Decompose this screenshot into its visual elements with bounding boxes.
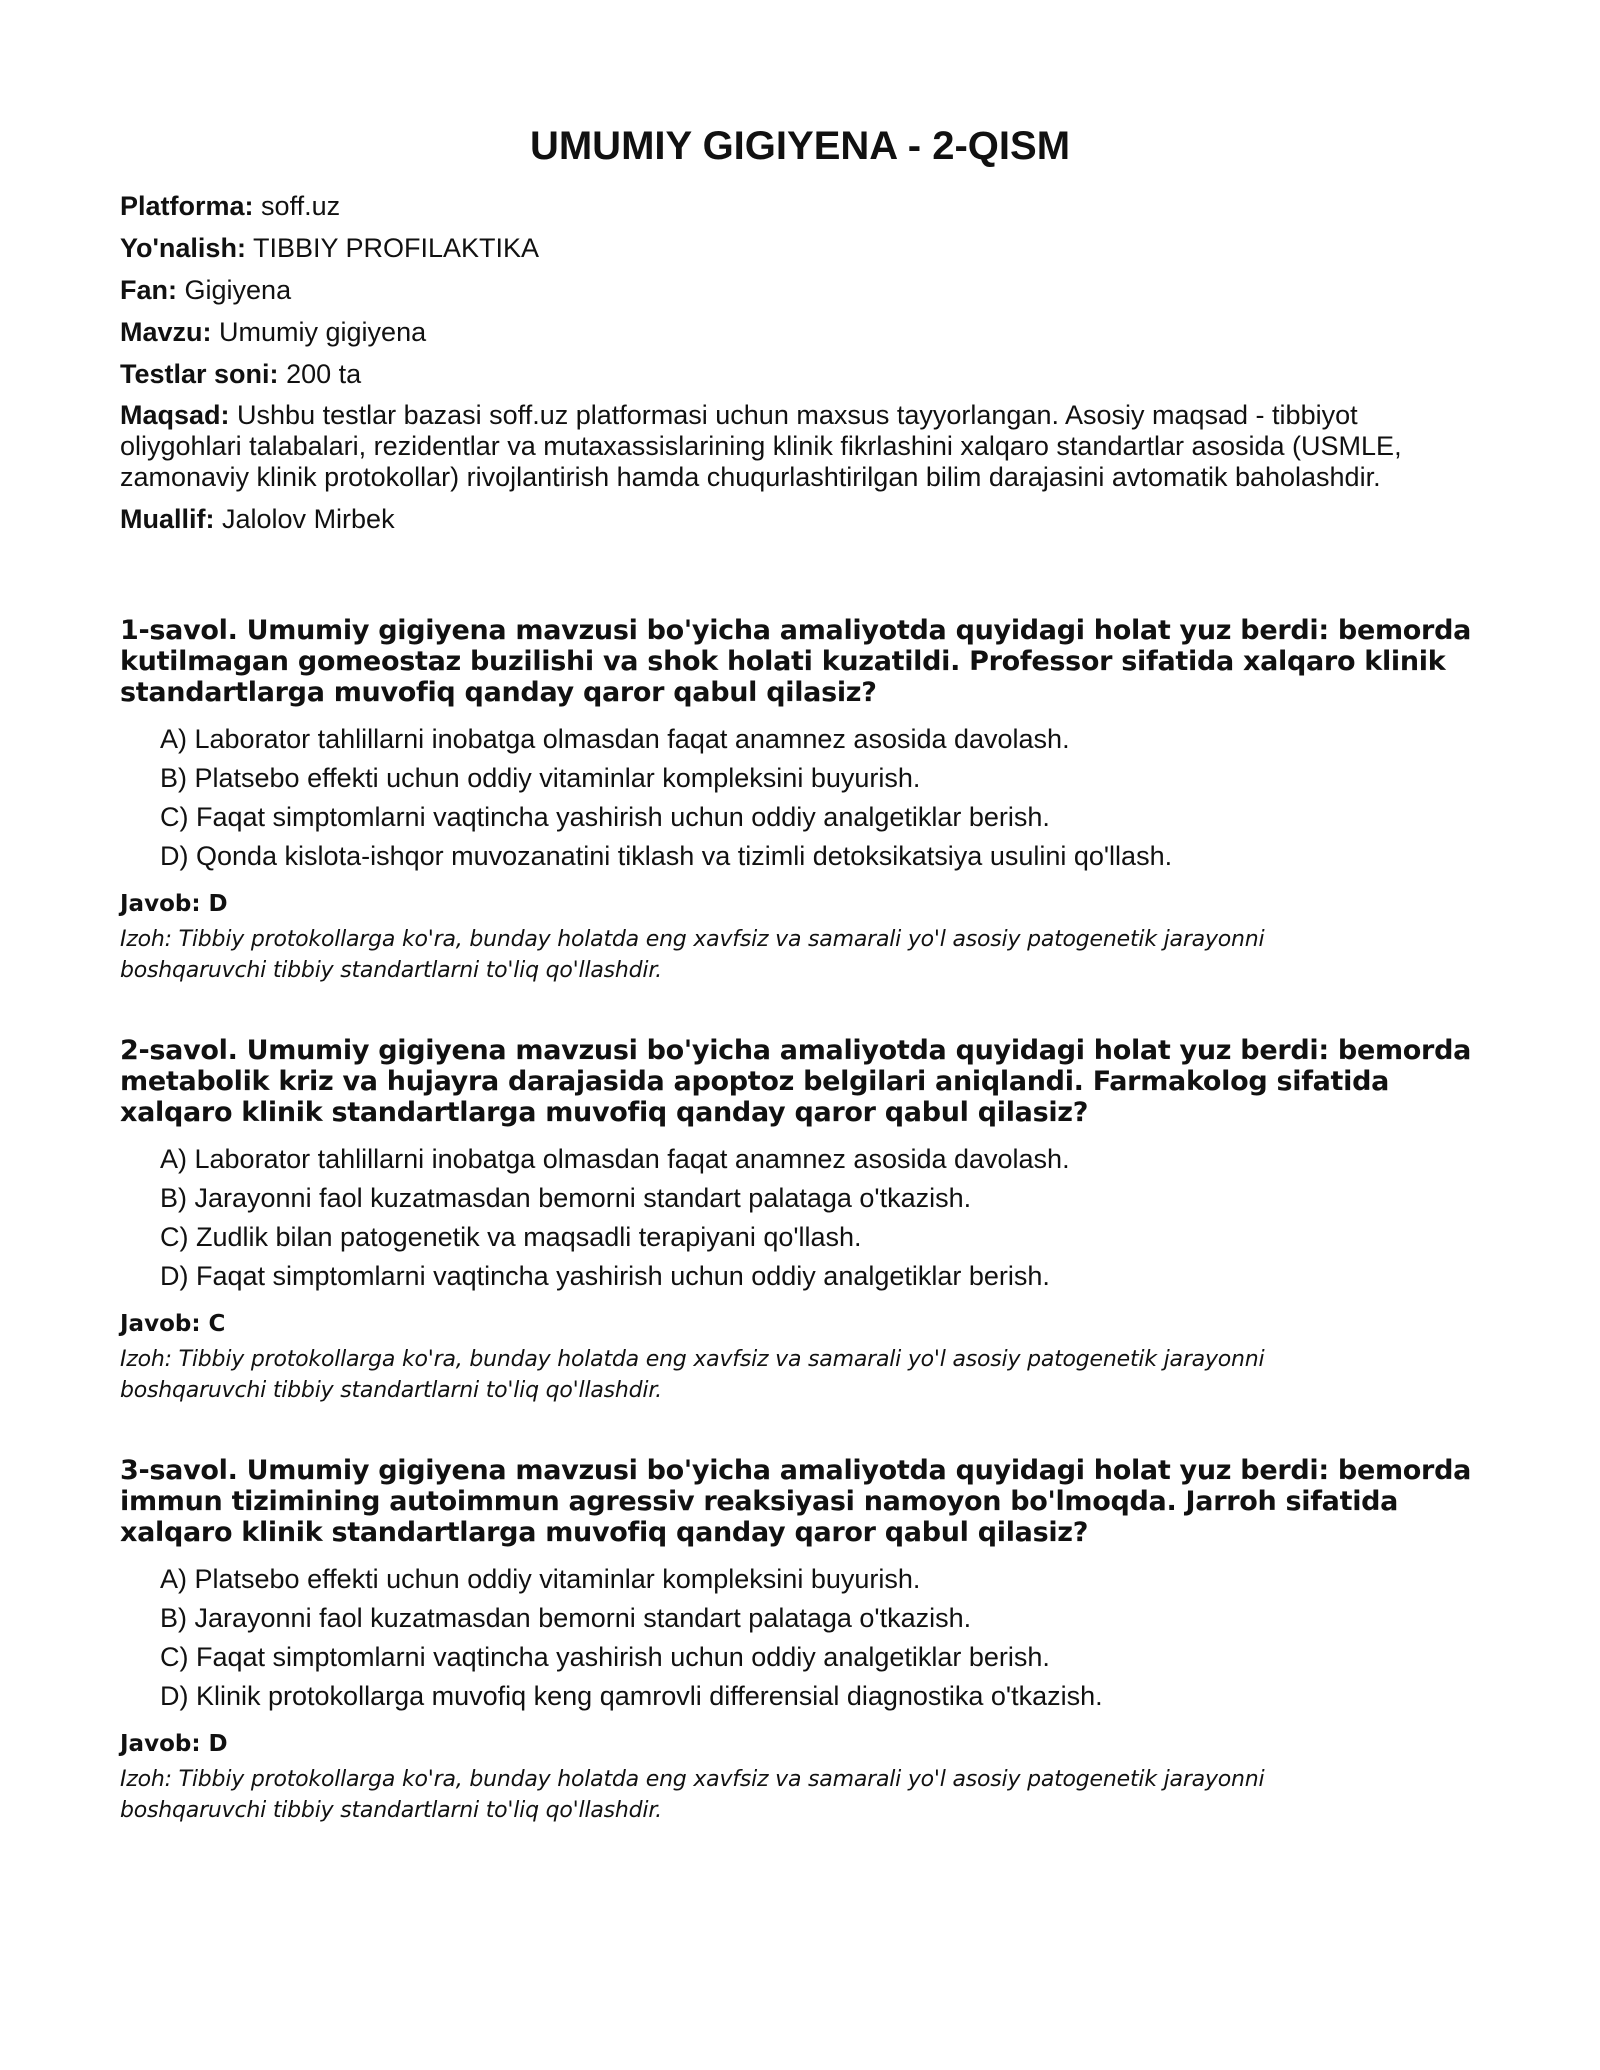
meta-direction — [120, 232, 1490, 264]
option-a: A) Laborator tahlillarni inobatga olmasdan faqat anamnez asosida davolash. — [160, 724, 1070, 754]
option-d: D) Faqat simptomlarni vaqtincha yashirish uchun oddiy analgetiklar berish. — [160, 1261, 1050, 1291]
meta-author-label: Muallif: — [120, 504, 215, 534]
meta-platform-label: Platforma: — [120, 191, 254, 221]
meta-direction-value: TIBBIY PROFILAKTIKA — [252, 233, 540, 263]
question-list — [120, 615, 1490, 1826]
question-text: 1-savol. Umumiy gigiyena mavzusi bo'yicha amaliyotda quyidagi holat yuz berdi: bemorda kutilmagan gomeostaz buzilishi va shok holati kuzatildi. Professor sifatida xalqaro klinik standartlarga muvofiq qanday qaror qabul qilasiz? — [120, 615, 1472, 708]
meta-goal-label: Maqsad: — [120, 400, 230, 430]
question-item — [120, 615, 1490, 986]
answer-label: Javob: C — [120, 1311, 226, 1337]
option-list — [120, 720, 1490, 876]
meta-subject — [120, 274, 1490, 306]
option-list — [120, 1560, 1490, 1716]
meta-count-label: Testlar soni: — [120, 359, 279, 389]
option-c: C) Faqat simptomlarni vaqtincha yashirish uchun oddiy analgetiklar berish. — [160, 802, 1050, 832]
option-c: C) Zudlik bilan patogenetik va maqsadli terapiyani qo'llash. — [160, 1222, 862, 1252]
option-d: D) Qonda kislota-ishqor muvozanatini tiklash va tizimli detoksikatsiya usulini qo'llash. — [160, 841, 1173, 871]
option-b: B) Jarayonni faol kuzatmasdan bemorni standart palataga o'tkazish. — [160, 1603, 972, 1633]
answer-label: Javob: D — [120, 1731, 228, 1757]
meta-subject-label: Fan: — [120, 275, 177, 305]
answer-label: Javob: D — [120, 891, 228, 917]
meta-goal — [120, 400, 1460, 493]
option-a: A) Laborator tahlillarni inobatga olmasdan faqat anamnez asosida davolash. — [160, 1144, 1070, 1174]
explanation-text: Izoh: Tibbiy protokollarga ko'ra, bunday holatda eng xavfsiz va samarali yo'l asosiy patogenetik jarayonni boshqaruvchi tibbiy standartlarni to'liq qo'llashdir. — [120, 1767, 1265, 1823]
option-d: D) Klinik protokollarga muvofiq keng qamrovli differensial diagnostika o'tkazish. — [160, 1681, 1103, 1711]
option-list — [120, 1140, 1490, 1296]
question-text: 3-savol. Umumiy gigiyena mavzusi bo'yicha amaliyotda quyidagi holat yuz berdi: bemorda immun tizimining autoimmun agressiv reaksiyasi namoyon bo'lmoqda. Jarroh sifatida xalqaro klinik standartlarga muvofiq qanday qaror qabul qilasiz? — [120, 1455, 1472, 1548]
document-meta — [120, 190, 1490, 535]
meta-direction-label: Yo'nalish: — [120, 233, 246, 263]
option-a: A) Platsebo effekti uchun oddiy vitaminlar kompleksini buyurish. — [160, 1564, 921, 1594]
document-page — [120, 0, 1490, 1875]
option-c: C) Faqat simptomlarni vaqtincha yashirish uchun oddiy analgetiklar berish. — [160, 1642, 1050, 1672]
meta-goal-value: Ushbu testlar bazasi soff.uz platformasi uchun maxsus tayyorlangan. Asosiy maqsad - tibbiyot oliygohlari talabalari, rezidentlar va mutaxassislarining klinik fikrlashini xalqaro standartlar asosida (USMLE, zamonaviy klinik protokollar) rivojlantirish hamda chuqurlashtirilgan bilim darajasini avtomatik baholashdir. — [120, 400, 1402, 492]
question-item — [120, 1455, 1490, 1826]
question-text: 2-savol. Umumiy gigiyena mavzusi bo'yicha amaliyotda quyidagi holat yuz berdi: bemorda metabolik kriz va hujayra darajasida apoptoz belgilari aniqlandi. Farmakolog sifatida xalqaro klinik standartlarga muvofiq qanday qaror qabul qilasiz? — [120, 1035, 1472, 1128]
meta-topic-value: Umumiy gigiyena — [219, 317, 427, 347]
meta-platform — [120, 190, 1490, 222]
meta-topic-label: Mavzu: — [120, 317, 212, 347]
meta-author — [120, 503, 1490, 535]
meta-platform-value: soff.uz — [261, 191, 341, 221]
meta-count-value: 200 ta — [286, 359, 362, 389]
option-b: B) Jarayonni faol kuzatmasdan bemorni standart palataga o'tkazish. — [160, 1183, 972, 1213]
explanation-text: Izoh: Tibbiy protokollarga ko'ra, bunday holatda eng xavfsiz va samarali yo'l asosiy patogenetik jarayonni boshqaruvchi tibbiy standartlarni to'liq qo'llashdir. — [120, 1347, 1265, 1403]
meta-author-value: Jalolov Mirbek — [222, 504, 395, 534]
meta-subject-value: Gigiyena — [184, 275, 292, 305]
meta-topic — [120, 316, 1490, 348]
document-title: UMUMIY GIGIYENA - 2-QISM — [529, 124, 1071, 168]
question-item — [120, 1035, 1490, 1406]
meta-count — [120, 358, 1490, 390]
explanation-text: Izoh: Tibbiy protokollarga ko'ra, bunday holatda eng xavfsiz va samarali yo'l asosiy patogenetik jarayonni boshqaruvchi tibbiy standartlarni to'liq qo'llashdir. — [120, 927, 1265, 983]
option-b: B) Platsebo effekti uchun oddiy vitaminlar kompleksini buyurish. — [160, 763, 921, 793]
